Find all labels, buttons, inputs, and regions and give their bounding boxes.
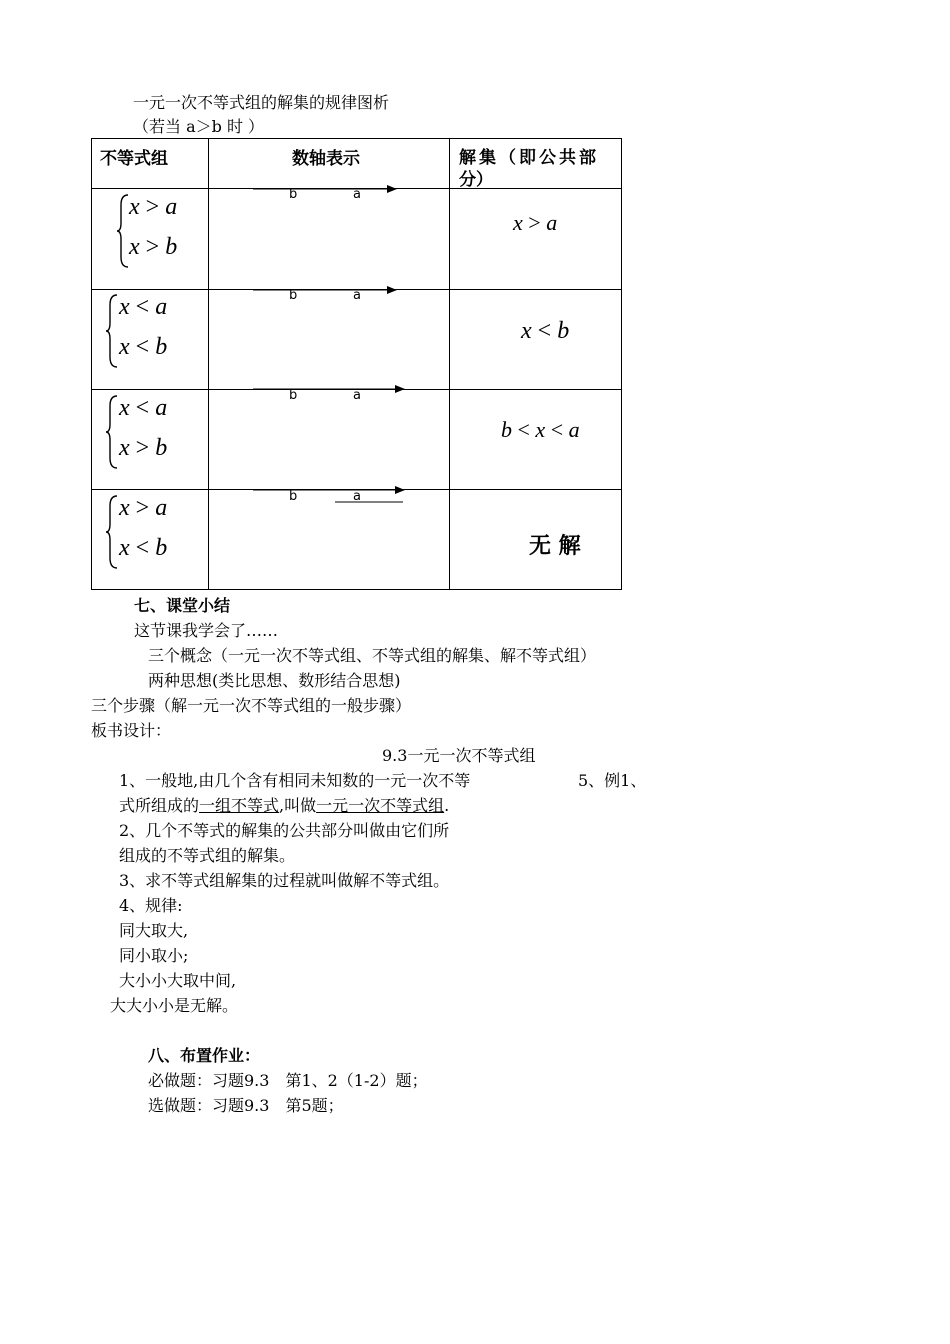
row3-number-line <box>251 383 411 397</box>
row4-axis-b: b <box>289 489 298 504</box>
row4-ineq2: x < b <box>119 535 168 561</box>
board-p3: 3、求不等式组解集的过程就叫做解不等式组。 <box>119 871 450 890</box>
intro-condition: （若当 a＞b 时 ） <box>133 117 265 136</box>
row2-number-line <box>251 284 411 298</box>
board-p1-line2: 式所组成的一组不等式,叫做一元一次不等式组. <box>119 796 450 815</box>
board-rule: 大大小小是无解。 <box>110 996 239 1015</box>
board-p1-line1: 1、一般地,由几个含有相同未知数的一元一次不等 <box>119 771 471 790</box>
board-rule: 同大取大, <box>119 921 189 940</box>
header-system: 不等式组 <box>100 149 168 169</box>
header-solution-line1: 解集（即公共部 <box>459 148 599 168</box>
row1-axis-a: a <box>353 187 361 202</box>
board-rule: 同小取小; <box>119 946 189 965</box>
board-p1-side: 5、例1、 <box>578 771 647 790</box>
board-rule: 大小小大取中间, <box>119 971 237 990</box>
board-p2-line1: 2、几个不等式的解集的公共部分叫做由它们所 <box>119 821 450 840</box>
intro-title: 一元一次不等式组的解集的规律图析 <box>133 93 390 112</box>
row2-solution: x < b <box>521 318 570 344</box>
board-title: 9.3一元一次不等式组 <box>382 746 536 765</box>
row3-axis-a: a <box>353 388 361 403</box>
board-p2-line2: 组成的不等式组的解集。 <box>119 846 296 865</box>
row1-solution: x > a <box>513 210 558 235</box>
homework-heading: 八、布置作业： <box>148 1046 261 1065</box>
row1-number-line <box>251 183 411 197</box>
row2-ineq1: x < a <box>119 294 168 320</box>
row2-ineq2: x < b <box>119 334 168 360</box>
homework-required: 必做题：习题9.3 第1、2（1-2）题； <box>148 1071 428 1090</box>
row2-axis-a: a <box>353 288 361 303</box>
brace-icon <box>105 293 119 369</box>
row4-ineq1: x > a <box>119 495 168 521</box>
row1-ineq1: x > a <box>129 194 178 220</box>
summary-item: 两种思想(类比思想、数形结合思想) <box>148 671 401 690</box>
brace-icon <box>116 193 130 269</box>
header-numberline: 数轴表示 <box>292 149 360 169</box>
row3-ineq1: x < a <box>119 395 168 421</box>
row2-axis-b: b <box>289 288 298 303</box>
board-p4: 4、规律: <box>119 896 183 915</box>
homework-optional: 选做题：习题9.3 第5题； <box>148 1096 344 1115</box>
header-solution-line2: 分） <box>459 170 493 190</box>
brace-icon <box>105 494 119 570</box>
row3-solution: b < x < a <box>501 417 580 442</box>
board-label: 板书设计： <box>91 721 172 740</box>
row1-ineq2: x > b <box>129 234 178 260</box>
brace-icon <box>105 394 119 470</box>
rules-table <box>91 138 622 590</box>
summary-item: 三个步骤（解一元一次不等式组的一般步骤） <box>91 696 412 715</box>
summary-item: 三个概念（一元一次不等式组、不等式组的解集、解不等式组） <box>148 646 597 665</box>
row3-axis-b: b <box>289 388 298 403</box>
row4-solution: 无 解 <box>529 534 581 559</box>
row1-axis-b: b <box>289 187 298 202</box>
row3-ineq2: x > b <box>119 435 168 461</box>
row4-axis-a: a <box>353 489 361 504</box>
summary-heading: 七、课堂小结 <box>134 596 231 615</box>
row4-number-line <box>251 484 411 506</box>
summary-lead: 这节课我学会了…… <box>134 621 279 640</box>
